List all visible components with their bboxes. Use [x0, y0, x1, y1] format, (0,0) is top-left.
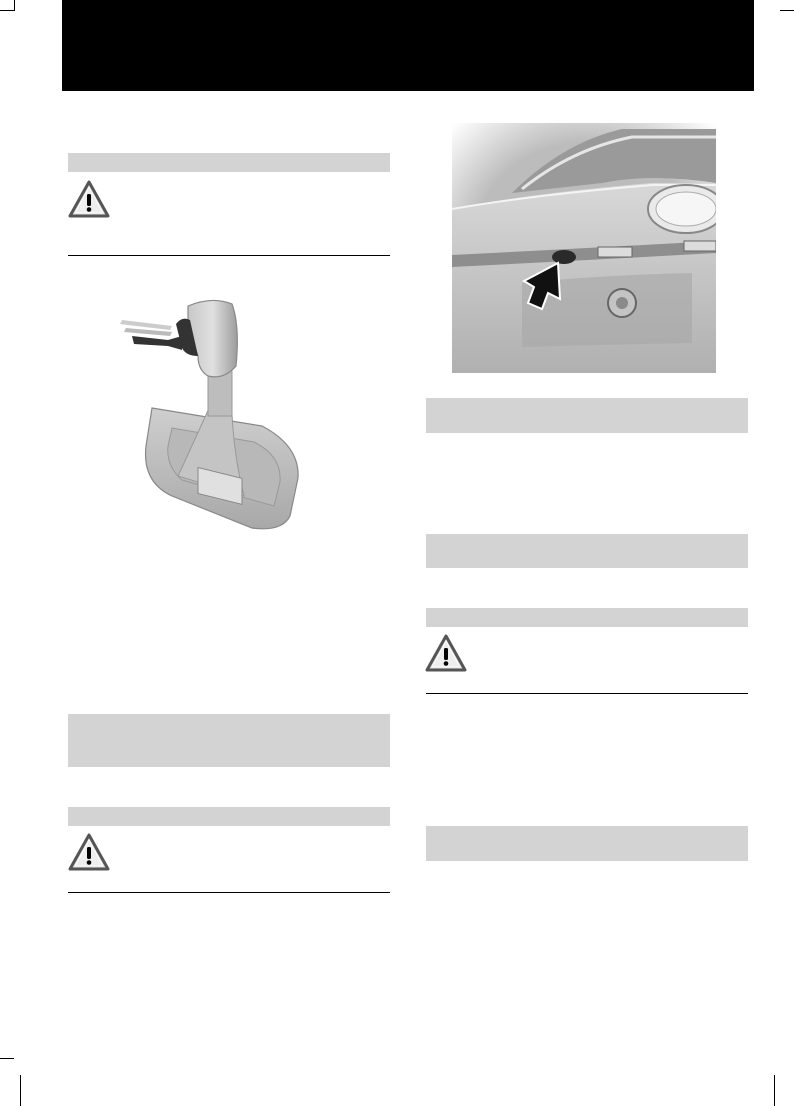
crop-mark	[20, 1075, 21, 1106]
gear-selector-illustration	[112, 296, 312, 541]
section-heading-bar	[426, 534, 748, 568]
warning-divider	[68, 892, 390, 893]
crop-mark	[774, 1075, 775, 1106]
page-header-bar	[62, 0, 754, 91]
section-heading-bar	[426, 398, 748, 433]
warning-triangle-icon	[68, 180, 110, 218]
warning-heading-bar	[426, 608, 748, 627]
crop-mark	[14, 0, 15, 11]
crop-mark	[0, 10, 14, 11]
crop-mark	[780, 10, 794, 11]
warning-divider	[426, 693, 748, 694]
section-heading-bar	[426, 826, 748, 861]
arrow-icon	[120, 320, 182, 350]
warning-triangle-icon	[68, 833, 110, 871]
warning-divider	[68, 255, 390, 256]
warning-triangle-icon	[425, 634, 467, 672]
warning-heading-bar	[68, 153, 390, 172]
warning-heading-bar	[68, 807, 390, 826]
section-heading-bar	[68, 714, 390, 767]
tailgate-release-illustration	[452, 123, 716, 373]
crop-mark	[0, 1058, 14, 1059]
